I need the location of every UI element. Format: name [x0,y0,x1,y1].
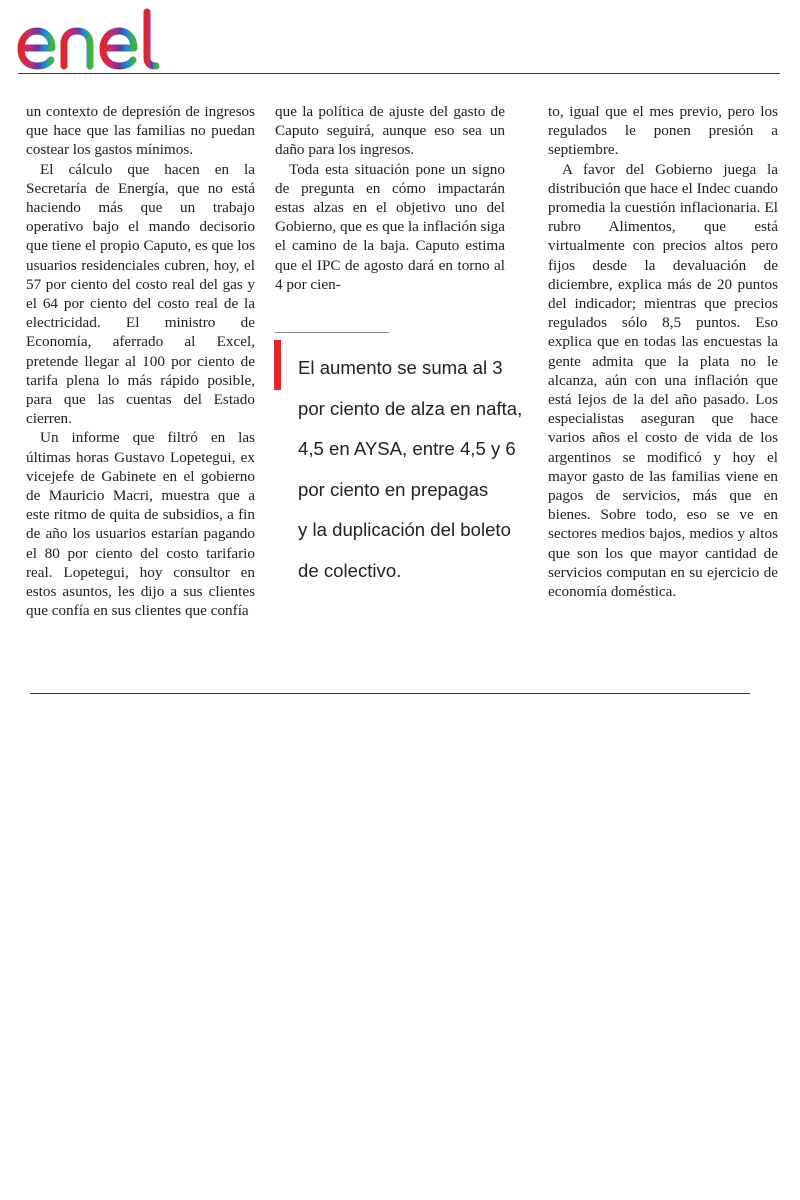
paragraph: Un informe que filtró en las últimas horas Gustavo Lopetegui, ex vicejefe de Gabinete en el gobierno de Mauricio Macri, muestra que a este ritmo de quita de subsidios, a fin de año los usuarios estarían pagando el 80 por ciento del costo tarifario real. Lopetegui, hoy consultor en estos asuntos, les dijo a sus clientes que confía en sus clientes que confía [26,429,255,620]
pull-quote-line: por ciento de alza en nafta, [298,397,523,419]
paragraph: que la política de ajuste del gasto de Caputo seguirá, aunque eso sea un daño para los ingresos. [275,103,505,159]
pull-quote-line: por ciento en prepagas [298,478,489,500]
paragraph: un contexto de depresión de ingresos que hace que las familias no puedan costear los gastos mínimos. [26,103,255,159]
pull-quote-rule [275,332,389,333]
pull-quote-line: El aumento se suma al 3 [298,357,503,378]
pull-quote-line: y la duplicación del boleto [298,519,511,540]
pull-quote-line: 4,5 en AYSA, entre 4,5 y 6 [298,438,516,459]
header-rule [18,73,780,74]
paragraph: Toda esta situación pone un signo de pregunta en cómo impactarán estas alzas en el objetivo uno del Gobierno, que es que la inflación siga el camino de la baja. Caputo estima que el IPC de agosto dará en torno al 4 por cien- [275,160,505,293]
pull-quote [298,348,548,591]
pull-quote-line: de colectivo. [298,559,402,581]
enel-logo [16,8,180,70]
pull-quote-accent-bar [274,340,281,390]
paragraph: El cálculo que hacen en la Secretaría de Energía, que no está haciendo más que un trabajo operativo bajo el mando decisorio que tiene el propio Caputo, es que los usuarios residenciales cubren, hoy, el 57 por ciento del costo real del gas y el 64 por ciento del costo real de la electricidad. El ministro de Economía, aferrado al Excel, pretende llegar al 100 por ciento de tarifa plena lo más rápido posible, para que las cuentas del Estado cierren. [26,160,255,428]
article-column-1 [26,102,255,640]
paragraph: to, igual que el mes previo, pero los regulados le ponen presión a septiembre. [548,103,778,159]
paragraph: A favor del Gobierno juega la distribución que hace el Indec cuando promedia la cuestión inflacionaria. El rubro Alimentos, que está virtualmente con precios altos pero fijos desde la devaluación de diciembre, explica más de 20 puntos del indicador; mientras que precios regulados sólo 8,5 puntos. Eso explica que en todas las encuestas la gente admita que la plata no le alcanza, aún con una inflación que está lejos de la del año pasado. Los especialistas aseguran que hace varios años el costo de vida de los argentinos se modificó y hoy el mayor gasto de las familias viene en pagos de servicios, más que en bienes. Sobre todo, eso se ve en sectores medios bajos, medios y altos que son los que mayor cantidad de servicios computan en su ejercicio de economía doméstica. [548,160,778,601]
article-column-2 [275,102,505,294]
article-column-3 [548,102,778,601]
bottom-rule [30,693,750,694]
